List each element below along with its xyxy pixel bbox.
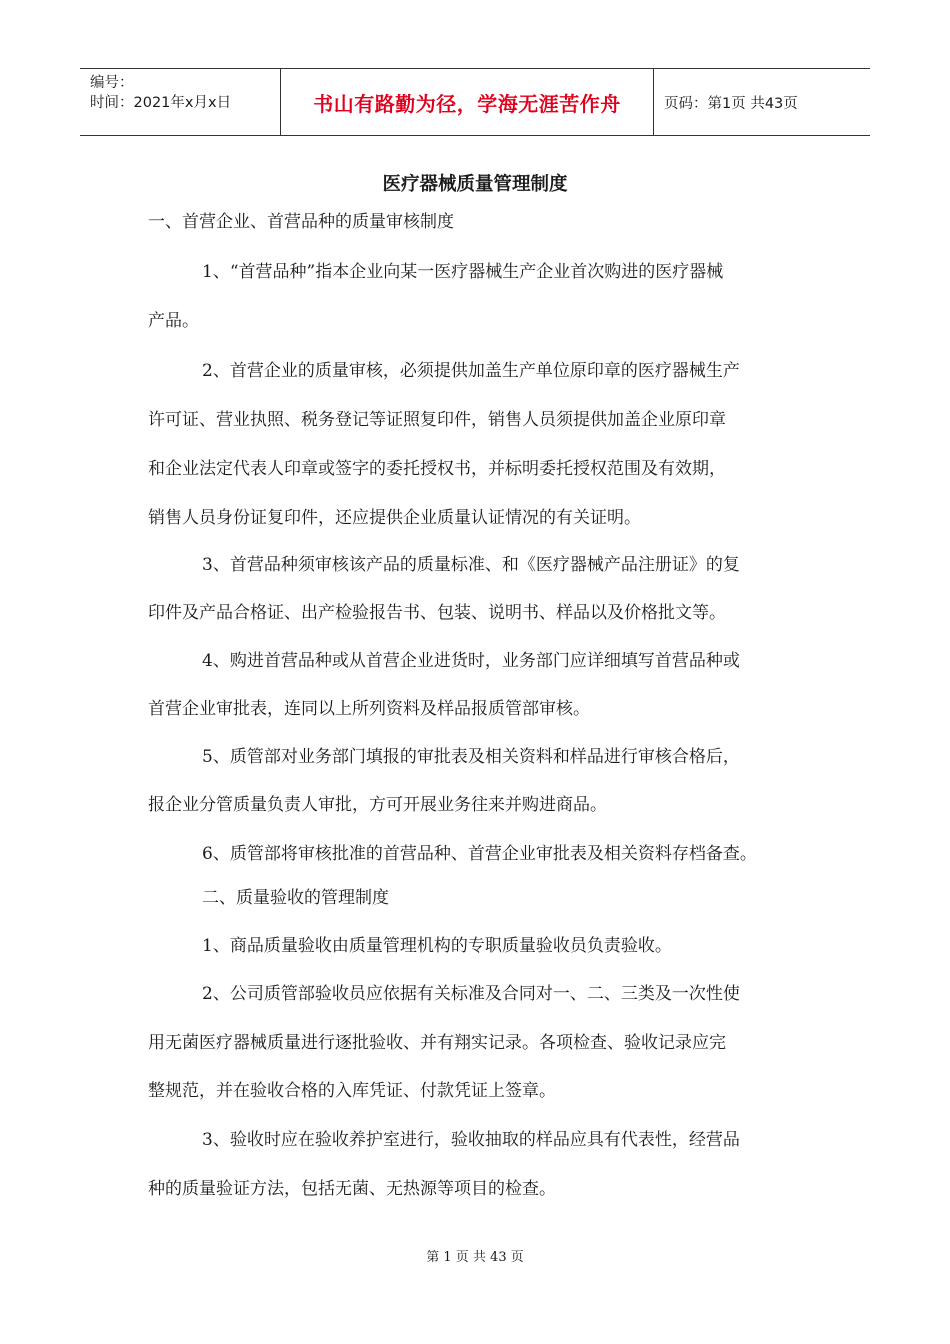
- paragraph-line: 和企业法定代表人印章或签字的委托授权书，并标明委托授权范围及有效期，: [148, 459, 726, 479]
- paragraph-line: 2、公司质管部验收员应依据有关标准及合同对一、二、三类及一次性使: [202, 984, 740, 1004]
- date-label: 时间：2021年x月x日: [90, 95, 232, 111]
- paragraph-line: 3、验收时应在验收养护室进行，验收抽取的样品应具有代表性，经营品: [202, 1130, 740, 1150]
- paragraph-line: 产品。: [148, 311, 199, 331]
- paragraph-line: 2、首营企业的质量审核，必须提供加盖生产单位原印章的医疗器械生产: [202, 361, 740, 381]
- paragraph-line: 4、购进首营品种或从首营企业进货时，业务部门应详细填写首营品种或: [202, 651, 740, 671]
- paragraph-line: 3、首营品种须审核该产品的质量标准、和《医疗器械产品注册证》的复: [202, 555, 740, 575]
- header-meta: [80, 69, 281, 135]
- section-heading: 二、质量验收的管理制度: [202, 888, 389, 908]
- header-motto: 书山有路勤为径，学海无涯苦作舟: [281, 69, 654, 135]
- section-heading: 一、首营企业、首营品种的质量审核制度: [148, 212, 454, 232]
- header-page-info: 页码：第1页 共43页: [664, 95, 798, 112]
- paragraph-line: 1、商品质量验收由质量管理机构的专职质量验收员负责验收。: [202, 936, 672, 956]
- paragraph-line: 1、“首营品种”指本企业向某一医疗器械生产企业首次购进的医疗器械: [202, 262, 724, 282]
- paragraph-line: 用无菌医疗器械质量进行逐批验收、并有翔实记录。各项检查、验收记录应完: [148, 1033, 726, 1053]
- paragraph-line: 5、质管部对业务部门填报的审批表及相关资料和样品进行审核合格后，: [202, 747, 740, 767]
- paragraph-line: 印件及产品合格证、出产检验报告书、包装、说明书、样品以及价格批文等。: [148, 603, 726, 623]
- paragraph-line: 种的质量验证方法，包括无菌、无热源等项目的检查。: [148, 1179, 556, 1199]
- paragraph-line: 报企业分管质量负责人审批，方可开展业务往来并购进商品。: [148, 795, 607, 815]
- paragraph-line: 许可证、营业执照、税务登记等证照复印件，销售人员须提供加盖企业原印章: [148, 410, 726, 430]
- serial-number-label: 编号：: [90, 75, 134, 91]
- paragraph-line: 整规范，并在验收合格的入库凭证、付款凭证上签章。: [148, 1081, 556, 1101]
- page-header: [80, 68, 870, 136]
- paragraph-line: 销售人员身份证复印件，还应提供企业质量认证情况的有关证明。: [148, 508, 641, 528]
- document-title: 医疗器械质量管理制度: [382, 174, 568, 195]
- paragraph-line: 6、质管部将审核批准的首营品种、首营企业审批表及相关资料存档备查。: [202, 844, 757, 864]
- page-footer: 第 1 页 共 43 页: [426, 1250, 524, 1265]
- paragraph-line: 首营企业审批表，连同以上所列资料及样品报质管部审核。: [148, 699, 590, 719]
